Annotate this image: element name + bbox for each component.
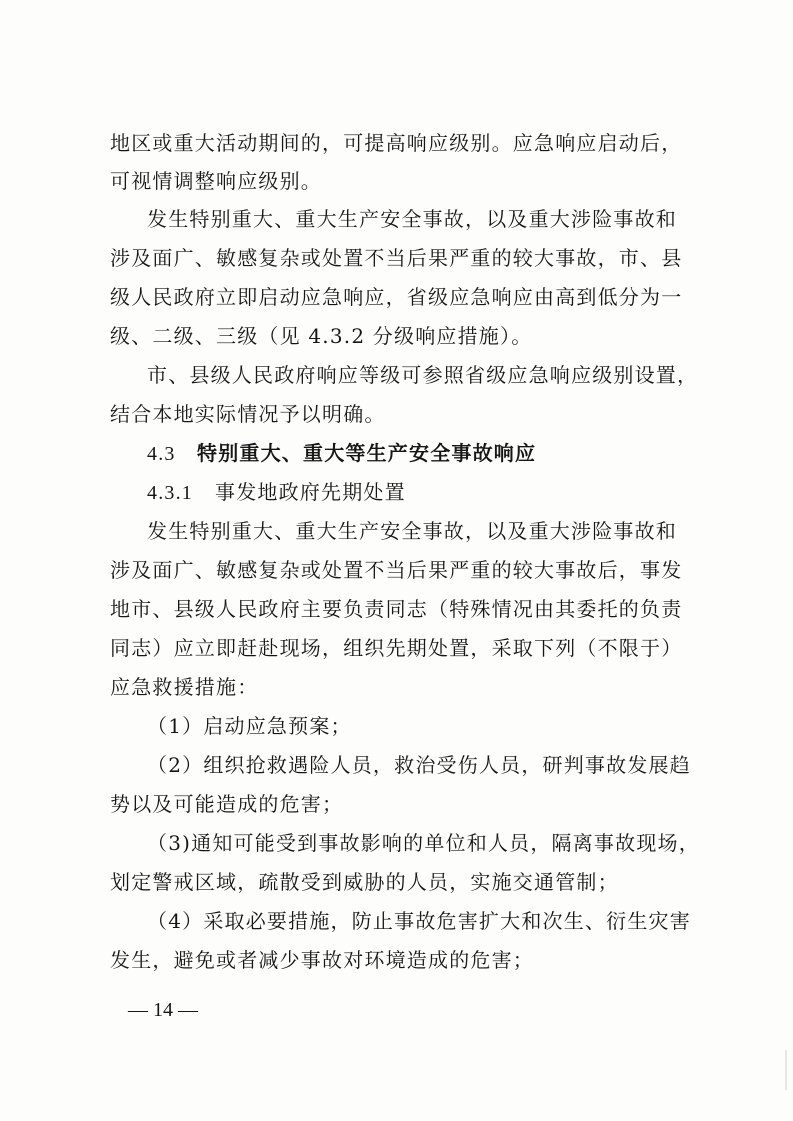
paragraph-line: 级、二级、三级（见 4.3.2 分级响应措施）。 — [110, 324, 533, 348]
paragraph-line: 发生特别重大、重大生产安全事故，以及重大涉险事故和 — [147, 519, 677, 543]
page-number: — 14 — — [128, 999, 198, 1021]
list-item: （2）组织抢救遇险人员，救治受伤人员，研判事故发展趋 — [147, 753, 691, 777]
list-item: （1）启动应急预案； — [147, 714, 352, 738]
paragraph-line: 发生特别重大、重大生产安全事故，以及重大涉险事故和 — [147, 207, 677, 231]
body-text — [110, 0, 700, 1121]
list-item: （4）采取必要措施，防止事故危害扩大和次生、衍生灾害 — [147, 909, 691, 933]
subsection-title: 事发地政府先期处置 — [215, 480, 406, 504]
list-item-continuation: 势以及可能造成的危害； — [110, 792, 344, 816]
paragraph-line: 地区或重大活动期间的，可提高响应级别。应急响应启动后， — [110, 131, 683, 155]
paragraph-line: 同志）应立即赶赴现场，组织先期处置，采取下列（不限于） — [110, 636, 683, 660]
paragraph-line: 级人民政府立即启动应急响应，省级应急响应由高到低分为一 — [110, 285, 683, 309]
scan-artifact — [785, 1050, 787, 1090]
paragraph-line: 涉及面广、敏感复杂或处置不当后果严重的较大事故后，事发 — [110, 558, 683, 582]
paragraph-line: 可视情调整响应级别。 — [110, 169, 322, 193]
subsection-heading — [147, 480, 406, 505]
paragraph-line: 应急救援措施： — [110, 675, 259, 699]
subsection-number: 4.3.1 — [147, 482, 193, 504]
section-number: 4.3 — [147, 443, 176, 465]
paragraph-line: 市、县级人民政府响应等级可参照省级应急响应级别设置， — [147, 363, 699, 387]
paragraph-line: 涉及面广、敏感复杂或处置不当后果严重的较大事故，市、县 — [110, 246, 683, 270]
section-title: 特别重大、重大等生产安全事故响应 — [197, 441, 537, 465]
list-item: （3)通知可能受到事故影响的单位和人员，隔离事故现场， — [147, 831, 700, 855]
paragraph-line: 结合本地实际情况予以明确。 — [110, 402, 386, 426]
list-item-continuation: 发生，避免或者减少事故对环境造成的危害； — [110, 948, 534, 972]
list-item-continuation: 划定警戒区域，疏散受到威胁的人员，实施交通管制； — [110, 870, 619, 894]
section-heading — [147, 441, 536, 466]
paragraph-line: 地市、县级人民政府主要负责同志（特殊情况由其委托的负责 — [110, 597, 683, 621]
